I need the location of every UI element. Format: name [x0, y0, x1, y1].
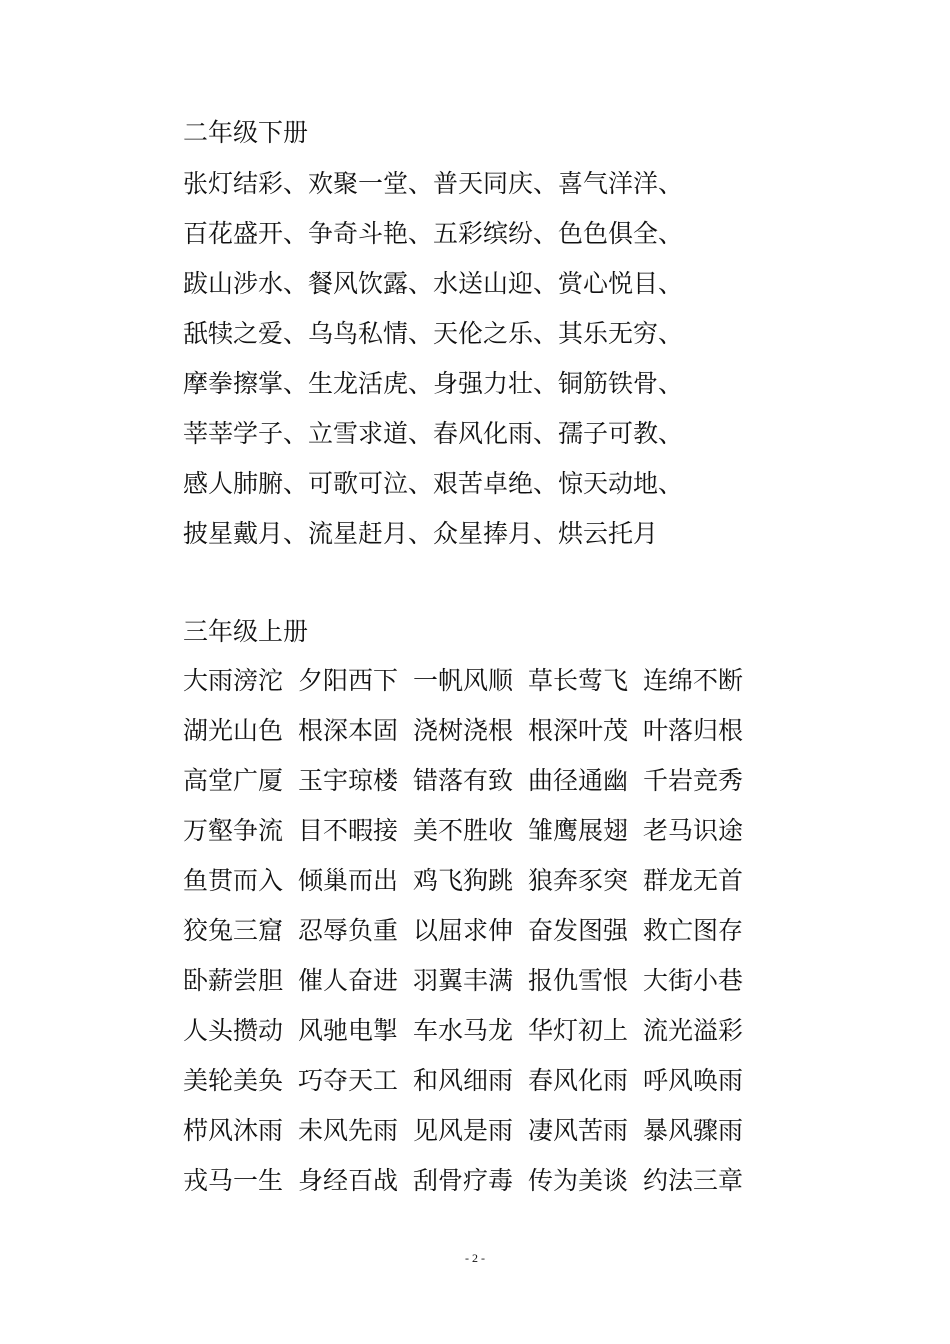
idiom-cell: 身经百战: [298, 1166, 399, 1195]
idiom-cell: 根深本固: [298, 716, 399, 745]
idiom-row: [183, 1156, 758, 1206]
idiom-row: [183, 706, 758, 756]
idiom-cell: 救亡图存: [643, 916, 744, 945]
idiom-cell: 人头攒动: [183, 1016, 284, 1045]
idiom-cell: 催人奋进: [298, 966, 399, 995]
idiom-line: 摩拳擦掌、生龙活虎、身强力壮、铜筋铁骨、: [183, 369, 684, 398]
page-number: - 2 -: [465, 1251, 485, 1265]
idiom-cell: 戎马一生: [183, 1166, 284, 1195]
idiom-cell: 草长莺飞: [528, 666, 629, 695]
idiom-row: [183, 956, 758, 1006]
idiom-line: 莘莘学子、立雪求道、春风化雨、孺子可教、: [183, 419, 684, 448]
idiom-cell: 羽翼丰满: [413, 966, 514, 995]
idiom-line: 感人肺腑、可歌可泣、艰苦卓绝、惊天动地、: [183, 469, 684, 498]
idiom-line: 舐犊之爱、乌鸟私情、天伦之乐、其乐无穷、: [183, 319, 684, 348]
idiom-cell: 大街小巷: [643, 966, 744, 995]
idiom-cell: 曲径通幽: [528, 766, 629, 795]
idiom-cell: 忍辱负重: [298, 916, 399, 945]
idiom-cell: 万壑争流: [183, 816, 284, 845]
idiom-cell: 老马识途: [643, 816, 744, 845]
idiom-line: 跋山涉水、餐风饮露、水送山迎、赏心悦目、: [183, 269, 684, 298]
idiom-cell: 大雨滂沱: [183, 666, 284, 695]
idiom-cell: 和风细雨: [413, 1066, 514, 1095]
idiom-cell: 未风先雨: [298, 1116, 399, 1145]
idiom-cell: 夕阳西下: [298, 666, 399, 695]
idiom-cell: 呼风唤雨: [643, 1066, 744, 1095]
idiom-cell: 浇树浇根: [413, 716, 514, 745]
idiom-cell: 约法三章: [643, 1166, 744, 1195]
idiom-line: 张灯结彩、欢聚一堂、普天同庆、喜气洋洋、: [183, 169, 684, 198]
idiom-cell: 狡兔三窟: [183, 916, 284, 945]
idiom-cell: 连绵不断: [643, 666, 744, 695]
idiom-cell: 一帆风顺: [413, 666, 514, 695]
idiom-row: [183, 656, 758, 706]
idiom-cell: 雏鹰展翅: [528, 816, 629, 845]
section-title-grade3-vol1: 三年级上册: [183, 617, 309, 646]
idiom-cell: 美不胜收: [413, 816, 514, 845]
idiom-cell: 栉风沐雨: [183, 1116, 284, 1145]
idiom-cell: 美轮美奂: [183, 1066, 284, 1095]
idiom-cell: 鱼贯而入: [183, 866, 284, 895]
idiom-cell: 报仇雪恨: [528, 966, 629, 995]
idiom-cell: 凄风苦雨: [528, 1116, 629, 1145]
idiom-cell: 见风是雨: [413, 1116, 514, 1145]
idiom-cell: 卧薪尝胆: [183, 966, 284, 995]
idiom-list-grade2-vol2: [183, 159, 683, 559]
idiom-cell: 车水马龙: [413, 1016, 514, 1045]
idiom-cell: 以屈求伸: [413, 916, 514, 945]
idiom-row: [183, 856, 758, 906]
idiom-cell: 刮骨疗毒: [413, 1166, 514, 1195]
idiom-cell: 叶落归根: [643, 716, 744, 745]
idiom-cell: 目不暇接: [298, 816, 399, 845]
idiom-line: 披星戴月、流星赶月、众星捧月、烘云托月: [183, 519, 659, 548]
idiom-cell: 狼奔豕突: [528, 866, 629, 895]
idiom-row: [183, 756, 758, 806]
idiom-cell: 风驰电掣: [298, 1016, 399, 1045]
idiom-cell: 群龙无首: [643, 866, 744, 895]
idiom-row: [183, 906, 758, 956]
idiom-cell: 春风化雨: [528, 1066, 629, 1095]
idiom-cell: 暴风骤雨: [643, 1116, 744, 1145]
idiom-cell: 传为美谈: [528, 1166, 629, 1195]
idiom-row: [183, 1106, 758, 1156]
idiom-cell: 错落有致: [413, 766, 514, 795]
idiom-row: [183, 1006, 758, 1056]
idiom-cell: 流光溢彩: [643, 1016, 744, 1045]
idiom-row: [183, 1056, 758, 1106]
idiom-grid-grade3-vol1: [183, 656, 758, 1206]
idiom-cell: 玉宇琼楼: [298, 766, 399, 795]
idiom-cell: 奋发图强: [528, 916, 629, 945]
idiom-cell: 根深叶茂: [528, 716, 629, 745]
section-title-grade2-vol2: 二年级下册: [183, 118, 309, 147]
idiom-row: [183, 806, 758, 856]
idiom-cell: 华灯初上: [528, 1016, 629, 1045]
idiom-cell: 千岩竞秀: [643, 766, 744, 795]
idiom-cell: 高堂广厦: [183, 766, 284, 795]
idiom-cell: 倾巢而出: [298, 866, 399, 895]
idiom-cell: 鸡飞狗跳: [413, 866, 514, 895]
idiom-cell: 巧夺天工: [298, 1066, 399, 1095]
idiom-cell: 湖光山色: [183, 716, 284, 745]
idiom-line: 百花盛开、争奇斗艳、五彩缤纷、色色俱全、: [183, 219, 684, 248]
